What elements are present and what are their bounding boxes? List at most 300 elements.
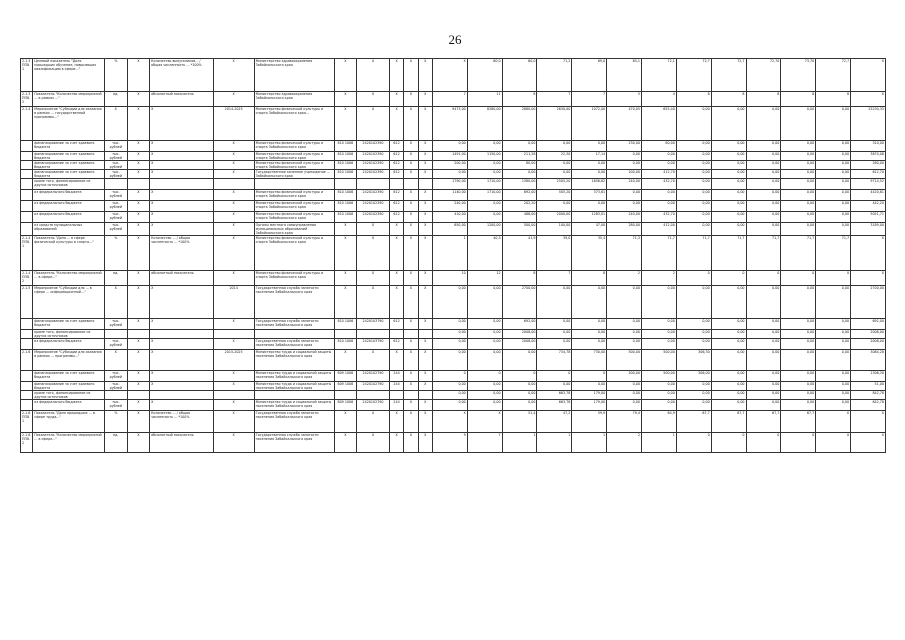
- table-cell: [21, 170, 33, 179]
- table-cell: [21, 141, 33, 152]
- table-cell: 612: [389, 170, 403, 179]
- table-cell: Х: [334, 271, 357, 286]
- table-cell: 0,00: [781, 107, 816, 141]
- table-cell: Х: [404, 339, 418, 350]
- table-cell: [213, 391, 254, 400]
- table-cell: [21, 400, 33, 411]
- table-cell: 0,00: [432, 141, 467, 152]
- table-cell: Министерство труда и социальной защиты населения Забайкальского края: [254, 371, 334, 382]
- table-cell: 0,00: [746, 141, 781, 152]
- table-cell: 0,00: [607, 152, 642, 161]
- table-cell: Х: [127, 319, 150, 330]
- table-cell: 2000,00: [537, 212, 572, 223]
- table-cell: 280,00: [851, 161, 886, 170]
- table-cell: Х: [150, 161, 214, 170]
- table-cell: 0,00: [816, 339, 851, 350]
- table-cell: Х: [418, 212, 432, 223]
- table-cell: Х: [851, 433, 886, 453]
- table-cell: [21, 201, 33, 212]
- table-cell: 0,00: [746, 330, 781, 339]
- table-cell: 73,70: [781, 59, 816, 92]
- table-cell: 0,00: [711, 391, 746, 400]
- table-cell: 470,05: [607, 107, 642, 141]
- table-cell: 1: [642, 433, 677, 453]
- table-cell: 2008,00: [851, 330, 886, 339]
- table-cell: Х: [816, 411, 851, 433]
- table-cell: [21, 152, 33, 161]
- table-cell: Х: [404, 286, 418, 319]
- table-cell: Х: [389, 236, 403, 271]
- table-cell: 59,9: [572, 411, 607, 433]
- table-cell: 306,00: [676, 371, 711, 382]
- table-cell: Показатель "Доля прошедших ... в сфере труда...": [33, 411, 105, 433]
- table-cell: Х: [213, 59, 254, 92]
- table-cell: 72,70: [746, 59, 781, 92]
- table-cell: 2: [607, 433, 642, 453]
- table-cell: Х: [404, 236, 418, 271]
- table-cell: Х: [105, 286, 128, 319]
- table-cell: Министерство физической культуры и спорта Забайкальского края: [254, 212, 334, 223]
- table-cell: Х: [127, 201, 150, 212]
- table-cell: [418, 179, 432, 190]
- table-cell: 0,00: [537, 382, 572, 391]
- table-cell: Х: [127, 411, 150, 433]
- table-cell: 842,78: [851, 391, 886, 400]
- table-cell: 7: [537, 92, 572, 107]
- table-cell: Количество ... / общая численность ... *100%: [150, 411, 214, 433]
- table-cell: 0,00: [746, 170, 781, 179]
- table-cell: 64,9: [642, 411, 677, 433]
- table-cell: 0,00: [781, 152, 816, 161]
- table-cell: Х: [334, 286, 357, 319]
- table-cell: 0,00: [711, 179, 746, 190]
- table-cell: 442,20: [851, 201, 886, 212]
- table-cell: 692,00: [851, 319, 886, 330]
- table-cell: 7: [432, 92, 467, 107]
- table-cell: 0,00: [676, 339, 711, 350]
- table-cell: 1380,00: [502, 179, 537, 190]
- table-cell: 0,00: [676, 330, 711, 339]
- table-cell: Х: [418, 152, 432, 161]
- table-cell: 0,00: [467, 201, 502, 212]
- table-cell: 2700,00: [851, 286, 886, 319]
- table-cell: 810 1006: [334, 339, 357, 350]
- table-cell: 734,78: [537, 350, 572, 371]
- table-cell: 240,00: [607, 179, 642, 190]
- table-cell: 0,00: [607, 391, 642, 400]
- table-cell: 0,00: [676, 179, 711, 190]
- table-cell: 22,30: [537, 152, 572, 161]
- table-cell: тыс. рублей: [105, 319, 128, 330]
- table-cell: Министерство физической культуры и спорта Забайкальского края: [254, 201, 334, 212]
- table-cell: Х: [404, 170, 418, 179]
- table-cell: Х: [404, 433, 418, 453]
- table-row: [21, 391, 886, 400]
- table-cell: Х: [127, 59, 150, 92]
- table-cell: Х: [404, 400, 418, 411]
- table-cell: 809 1006: [334, 400, 357, 411]
- table-cell: 1: [432, 236, 467, 271]
- table-cell: финансирование за счет краевого бюджета: [33, 382, 105, 391]
- table-cell: 650,00: [432, 223, 467, 236]
- table-cell: 500,00: [607, 350, 642, 371]
- table-cell: 0: [432, 371, 467, 382]
- table-cell: Х: [418, 286, 432, 319]
- table-cell: 1710,00: [467, 179, 502, 190]
- table-cell: [334, 330, 357, 339]
- table-cell: 2630,00: [537, 107, 572, 141]
- table-cell: 2420102790: [357, 371, 390, 382]
- table-cell: из федерального бюджета: [33, 212, 105, 223]
- table-cell: 2420103790: [357, 319, 390, 330]
- table-cell: 0,00: [502, 400, 537, 411]
- table-cell: 2.1.3 ПП8.2: [21, 92, 33, 107]
- table-cell: 2420102390: [357, 152, 390, 161]
- table-cell: 47,00: [572, 223, 607, 236]
- table-cell: 0,00: [781, 170, 816, 179]
- table-cell: Количество выпускников... / общая численность ... *100%: [150, 59, 214, 92]
- table-cell: 612: [389, 161, 403, 170]
- table-cell: Х: [418, 350, 432, 371]
- table-cell: [21, 319, 33, 330]
- table-row: [21, 350, 886, 371]
- table-cell: Х: [334, 107, 357, 141]
- table-cell: 0,00: [816, 170, 851, 179]
- table-cell: 17,14: [572, 152, 607, 161]
- table-cell: Х: [127, 141, 150, 152]
- table-cell: Х: [404, 92, 418, 107]
- table-cell: 51,00: [851, 382, 886, 391]
- table-cell: 200,00: [432, 161, 467, 170]
- table-cell: 0,00: [746, 319, 781, 330]
- table-cell: Х: [418, 190, 432, 201]
- table-cell: Х: [357, 92, 390, 107]
- table-row: [21, 223, 886, 236]
- table-cell: 12: [467, 271, 502, 286]
- table-cell: 0: [816, 433, 851, 453]
- table-cell: 2420102390: [357, 201, 390, 212]
- table-cell: 0,00: [432, 400, 467, 411]
- table-cell: Министерство физической культуры и спорта Забайкальского края: [254, 161, 334, 170]
- table-cell: из федерального бюджета: [33, 400, 105, 411]
- table-cell: 200,00: [607, 170, 642, 179]
- table-cell: Х: [127, 170, 150, 179]
- table-cell: финансирование за счет краевого бюджета: [33, 141, 105, 152]
- table-cell: Х: [150, 350, 214, 371]
- table-cell: 432,70: [642, 212, 677, 223]
- table-cell: 0,00: [502, 382, 537, 391]
- table-cell: 0: [816, 271, 851, 286]
- table-cell: 1: [572, 433, 607, 453]
- table-cell: 2700,00: [502, 286, 537, 319]
- table-cell: 0,00: [711, 400, 746, 411]
- table-cell: 8: [502, 271, 537, 286]
- table-cell: 2: [642, 271, 677, 286]
- table-cell: [254, 330, 334, 339]
- table-cell: Министерство труда и социальной защиты населения Забайкальского края: [254, 350, 334, 371]
- table-cell: 410,00: [432, 212, 467, 223]
- table-cell: 2008,00: [851, 339, 886, 350]
- table-cell: 0,00: [746, 382, 781, 391]
- table-cell: Х: [127, 271, 150, 286]
- table-cell: [127, 179, 150, 190]
- table-cell: Х: [404, 141, 418, 152]
- table-cell: финансирование за счет краевого бюджета: [33, 152, 105, 161]
- table-cell: 35,4: [572, 236, 607, 271]
- table-cell: тыс. рублей: [105, 382, 128, 391]
- table-cell: Х: [357, 223, 390, 236]
- table-cell: [404, 391, 418, 400]
- table-cell: Х: [404, 190, 418, 201]
- table-cell: Х: [389, 92, 403, 107]
- table-cell: Х: [213, 212, 254, 223]
- table-cell: Х: [334, 223, 357, 236]
- table-cell: 0,00: [781, 223, 816, 236]
- table-cell: 8: [746, 92, 781, 107]
- table-cell: тыс. рублей: [105, 339, 128, 350]
- table-cell: Х: [213, 161, 254, 170]
- table-cell: Х: [404, 161, 418, 170]
- table-row: [21, 170, 886, 179]
- table-cell: Х: [357, 107, 390, 141]
- table-cell: 0,00: [642, 152, 677, 161]
- table-cell: 8: [711, 92, 746, 107]
- table-cell: 0: [746, 433, 781, 453]
- table-cell: [418, 330, 432, 339]
- table-cell: Х: [418, 236, 432, 271]
- table-cell: %: [105, 59, 128, 92]
- table-cell: Х: [418, 271, 432, 286]
- table-cell: Показатель "Доля ... в сфере физической культуры и спорта...": [33, 236, 105, 271]
- table-cell: из федерального бюджета: [33, 201, 105, 212]
- table-cell: абсолютный показатель: [150, 92, 214, 107]
- table-cell: 0,00: [467, 330, 502, 339]
- table-cell: тыс. рублей: [105, 371, 128, 382]
- table-cell: 612: [389, 339, 403, 350]
- table-cell: Х: [213, 271, 254, 286]
- table-row: [21, 286, 886, 319]
- table-cell: Количество ... / общая численность ... *100%: [150, 236, 214, 271]
- table-cell: %: [105, 411, 128, 433]
- table-cell: 71,3: [607, 236, 642, 271]
- table-cell: из федерального бюджета: [33, 339, 105, 350]
- table-cell: Х: [418, 161, 432, 170]
- table-cell: 500,00: [607, 371, 642, 382]
- table-cell: 71,7: [676, 236, 711, 271]
- table-cell: 505,20: [537, 190, 572, 201]
- table-cell: 412,00: [642, 223, 677, 236]
- table-cell: 0,00: [711, 339, 746, 350]
- table-cell: Х: [334, 433, 357, 453]
- table-cell: Министерство труда и социальной защиты населения Забайкальского края: [254, 382, 334, 391]
- table-cell: 71,7: [711, 236, 746, 271]
- table-cell: 0,00: [816, 371, 851, 382]
- table-cell: 1150,00: [467, 152, 502, 161]
- page-number: 26: [448, 32, 462, 47]
- table-cell: 244: [389, 382, 403, 391]
- table-cell: [105, 330, 128, 339]
- table-cell: 692,00: [502, 190, 537, 201]
- table-cell: 0,00: [676, 400, 711, 411]
- table-cell: 0,00: [816, 382, 851, 391]
- table-cell: 0,00: [467, 391, 502, 400]
- table-cell: 1072,00: [572, 107, 607, 141]
- table-cell: [150, 330, 214, 339]
- table-cell: тыс. рублей: [105, 190, 128, 201]
- table-cell: Х: [127, 400, 150, 411]
- table-cell: финансирование за счет краевого бюджета: [33, 319, 105, 330]
- table-cell: Х: [213, 152, 254, 161]
- table-cell: Х: [389, 223, 403, 236]
- table-cell: ед.: [105, 92, 128, 107]
- table-cell: 1283,01: [572, 212, 607, 223]
- table-cell: 1: [537, 433, 572, 453]
- table-cell: Х: [150, 201, 214, 212]
- table-cell: [213, 330, 254, 339]
- table-cell: Х: [357, 236, 390, 271]
- table-cell: 0,00: [816, 141, 851, 152]
- table-cell: 612: [389, 152, 403, 161]
- table-cell: финансирование за счет краевого бюджета: [33, 170, 105, 179]
- table-cell: Показатель "Количество мероприятий ... в сфере...": [33, 433, 105, 453]
- table-cell: 240,00: [607, 212, 642, 223]
- table-cell: 1: [502, 433, 537, 453]
- table-cell: Х: [404, 212, 418, 223]
- table-cell: 0: [711, 271, 746, 286]
- table-cell: 692,00: [502, 319, 537, 330]
- table-cell: 0,00: [676, 212, 711, 223]
- table-cell: 0,00: [746, 107, 781, 141]
- table-cell: Х: [127, 107, 150, 141]
- table-cell: 0,00: [676, 391, 711, 400]
- table-cell: [389, 179, 403, 190]
- table-cell: Х: [127, 286, 150, 319]
- table-cell: [389, 330, 403, 339]
- table-cell: 67,7: [746, 411, 781, 433]
- table-cell: 2420103790: [357, 339, 390, 350]
- table-cell: Х: [150, 170, 214, 179]
- table-cell: 2.1.4 ПП8.1: [21, 236, 33, 271]
- table-cell: Министерство физической культуры и спорта Забайкальского края: [254, 236, 334, 271]
- table-cell: 0,00: [781, 161, 816, 170]
- table-cell: 0,00: [432, 319, 467, 330]
- table-row: [21, 201, 886, 212]
- table-cell: 0,00: [502, 350, 537, 371]
- table-cell: Х: [213, 141, 254, 152]
- table-cell: 0,00: [816, 212, 851, 223]
- table-cell: Х: [213, 190, 254, 201]
- table-cell: 612: [389, 212, 403, 223]
- table-cell: Х: [127, 371, 150, 382]
- table-cell: Х: [357, 286, 390, 319]
- table-cell: Х: [150, 382, 214, 391]
- table-cell: 500,00: [502, 223, 537, 236]
- table-cell: 0,00: [676, 319, 711, 330]
- table-cell: 0,00: [781, 400, 816, 411]
- table-cell: 0,00: [781, 330, 816, 339]
- table-cell: Х: [150, 339, 214, 350]
- table-cell: Х: [150, 371, 214, 382]
- table-cell: Х: [418, 339, 432, 350]
- table-cell: 412,70: [642, 170, 677, 179]
- table-cell: Х: [404, 350, 418, 371]
- table-cell: 79,4: [607, 411, 642, 433]
- table-cell: Х: [127, 382, 150, 391]
- table-row: [21, 330, 886, 339]
- table-cell: 0,00: [432, 339, 467, 350]
- table-cell: 0,00: [642, 391, 677, 400]
- table-cell: 1491,00: [432, 152, 467, 161]
- table-cell: 2420102790: [357, 400, 390, 411]
- table-cell: 2.1.4 ПП8.2: [21, 271, 33, 286]
- table-cell: 0,00: [607, 286, 642, 319]
- table-cell: ед.: [105, 433, 128, 453]
- table-cell: 0,00: [711, 382, 746, 391]
- table-cell: 2420102390: [357, 161, 390, 170]
- table-cell: Х: [389, 107, 403, 141]
- table-cell: [418, 391, 432, 400]
- table-cell: Х: [389, 350, 403, 371]
- table-cell: [334, 391, 357, 400]
- table-cell: 1710,00: [467, 190, 502, 201]
- table-cell: 179,00: [572, 400, 607, 411]
- table-cell: Министерство физической культуры и спорта Забайкальского края: [254, 271, 334, 286]
- table-cell: 0,00: [572, 339, 607, 350]
- table-cell: 8: [676, 92, 711, 107]
- table-cell: Х: [404, 107, 418, 141]
- table-cell: 1200,00: [467, 223, 502, 236]
- table-cell: 0,00: [642, 339, 677, 350]
- table-cell: Министерство физической культуры и спорта Забайкальского края...: [254, 107, 334, 141]
- table-cell: 0,00: [676, 161, 711, 170]
- table-cell: 0,00: [676, 107, 711, 141]
- table-cell: [213, 179, 254, 190]
- table-cell: 0,00: [711, 201, 746, 212]
- table-cell: 663,78: [537, 400, 572, 411]
- table-cell: Государственное казенное учреждение ... Забайкальского края: [254, 170, 334, 179]
- table-cell: 0,00: [642, 400, 677, 411]
- table-cell: Мероприятие "Субсидии для ... в сфере ... информационной...": [33, 286, 105, 319]
- table-row: [21, 400, 886, 411]
- table-cell: Х: [418, 201, 432, 212]
- table-cell: 65,1: [607, 59, 642, 92]
- table-cell: Министерство труда и социальной защиты населения Забайкальского края: [254, 400, 334, 411]
- table-cell: 0,00: [711, 286, 746, 319]
- table-cell: 0,00: [607, 201, 642, 212]
- table-row: [21, 212, 886, 223]
- table-cell: 8: [781, 92, 816, 107]
- table-cell: 2008,00: [502, 339, 537, 350]
- table-cell: 0,00: [432, 330, 467, 339]
- table-cell: 2420102790: [357, 382, 390, 391]
- table-cell: 0: [502, 371, 537, 382]
- table-cell: %: [105, 236, 128, 271]
- table-cell: 810 1006: [334, 190, 357, 201]
- table-cell: [150, 391, 214, 400]
- table-cell: 7: [467, 433, 502, 453]
- table-cell: тыс. рублей: [105, 400, 128, 411]
- table-cell: Х: [213, 400, 254, 411]
- table-cell: 7: [537, 271, 572, 286]
- table-cell: 0: [537, 371, 572, 382]
- table-cell: 310,00: [851, 141, 886, 152]
- table-cell: 0,00: [607, 339, 642, 350]
- table-cell: 810 1006: [334, 141, 357, 152]
- table-cell: 0,00: [711, 161, 746, 170]
- table-cell: 2: [607, 271, 642, 286]
- table-cell: Министерство физической культуры и спорта Забайкальского края: [254, 141, 334, 152]
- table-cell: 1790,00: [432, 179, 467, 190]
